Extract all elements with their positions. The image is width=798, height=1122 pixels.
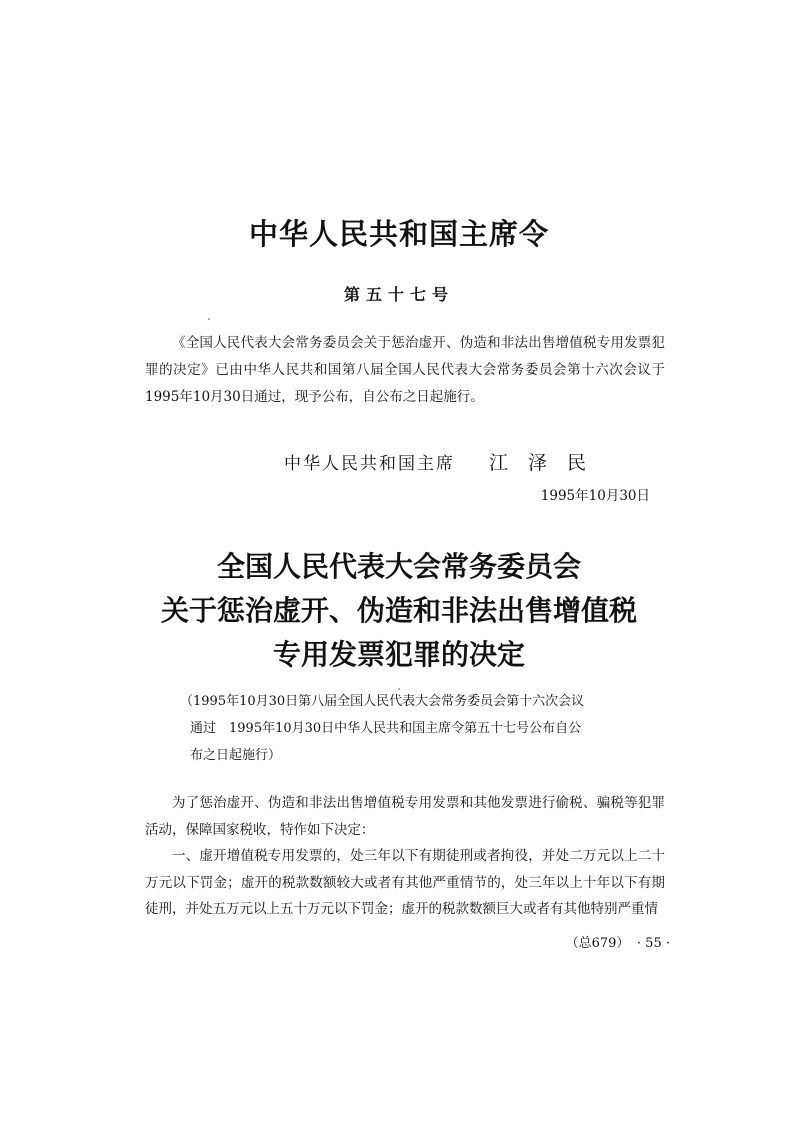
adoption-note xyxy=(180,688,620,769)
signature-date: 1995年10月30日 xyxy=(540,488,650,504)
promulgation-text: 《全国人民代表大会常务委员会关于惩治虚开、伪造和非法出售增值税专用发票犯罪的决定》已由中华人民共和国第八届全国人民代表大会常务委员会第十六次会议于1995年10月30日通过，现予公布，自公布之日起施行。 xyxy=(145,335,665,405)
signature-name: 江泽民 xyxy=(489,452,607,474)
body-paragraph: 为了惩治虚开、伪造和非法出售增值税专用发票和其他发票进行偷税、骗税等犯罪活动，保障国家税收，特作如下决定： xyxy=(145,795,665,838)
adoption-note-line: （1995年10月30日第八届全国人民代表大会常务委员会第十六次会议 xyxy=(180,694,585,709)
presidential-order-title: 中华人民共和国主席令 xyxy=(248,217,549,251)
decision-title-line: 专用发票犯罪的决定 xyxy=(272,638,525,671)
signature-line xyxy=(284,448,624,475)
order-number: 第五十七号 xyxy=(343,285,454,304)
scan-speck xyxy=(208,318,210,320)
decision-title-line: 全国人民代表大会常务委员会 xyxy=(216,550,581,583)
decision-body xyxy=(145,790,665,923)
total-page-number: （总679） xyxy=(565,936,623,951)
adoption-note-line: 通过 1995年10月30日中华人民共和国主席令第五十七号公布自公 xyxy=(190,721,582,736)
page-number: · 55 · xyxy=(636,936,670,951)
decision-title xyxy=(0,545,798,677)
page-footer xyxy=(520,932,670,951)
adoption-note-line: 布之日起施行） xyxy=(190,748,282,763)
decision-title-line: 关于惩治虚开、伪造和非法出售增值税 xyxy=(160,594,637,627)
body-paragraph: 一、虚开增值税专用发票的，处三年以下有期徒刑或者拘役，并处二万元以上二十万元以下罚金；虚开的税款数额较大或者有其他严重情节的，处三年以上十年以下有期徒刑，并处五万元以上五十万元以下罚金；虚开的税款数额巨大或者有其他特别严重情 xyxy=(145,848,665,917)
scan-speck xyxy=(398,688,400,690)
signature-title: 中华人民共和国主席 xyxy=(284,454,455,474)
